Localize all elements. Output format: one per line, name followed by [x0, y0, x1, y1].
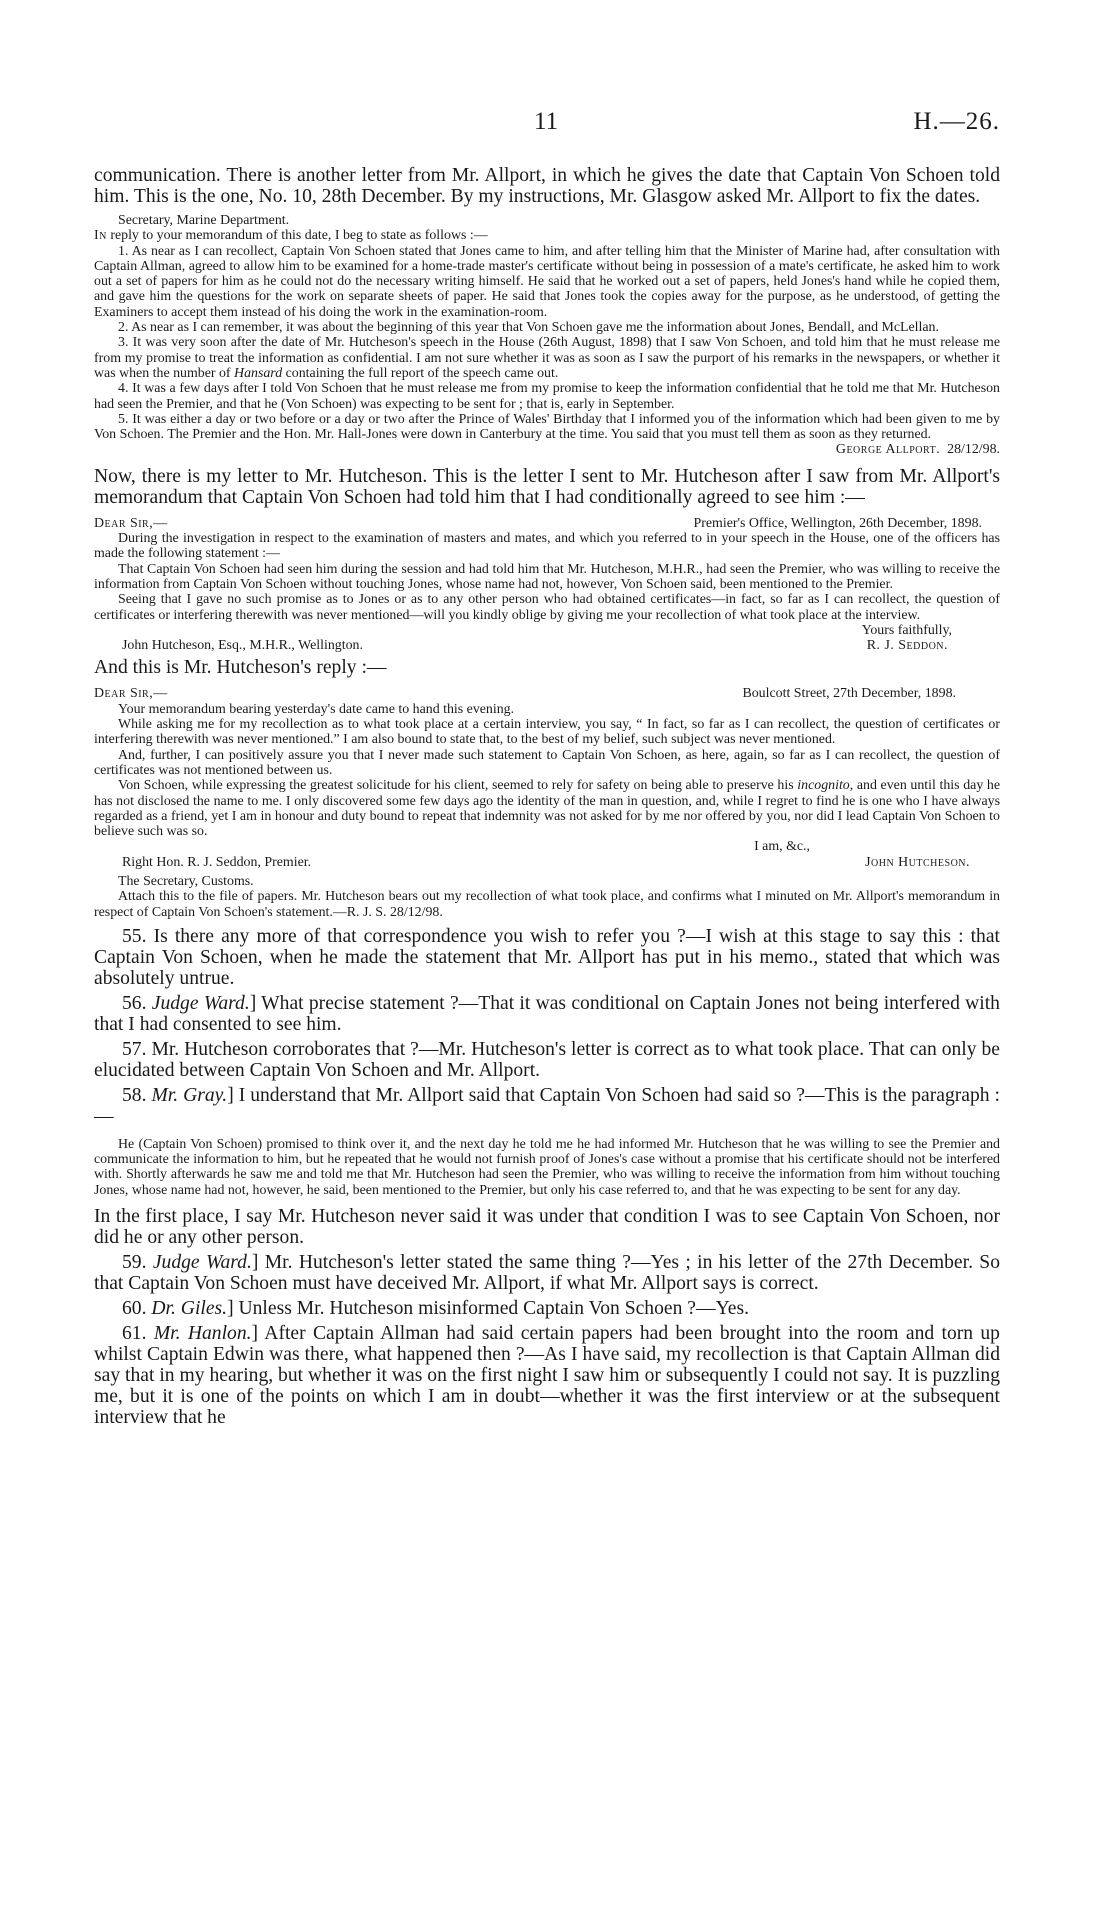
first-place-paragraph: In the first place, I say Mr. Hutcheson never said it was under that condition I was to see Captain Von Schoen, nor did he or any other person. — [94, 1206, 1000, 1249]
memo-item: 5. It was either a day or two before or a day or two after the Prince of Wales' Birthday that I informed you of the information which had been given to me by Von Schoen. The Premier and the Hon. Mr. Hall-Jones were down in Canterbury at the time. You said that you must tell them as soon as they returned. — [94, 411, 1000, 443]
memo-opening — [94, 228, 1000, 243]
memo-item3-tail: containing the full report of the speech came out. — [282, 365, 559, 381]
question-speaker: Mr. Gray. — [151, 1084, 228, 1106]
letter1-recipient: John Hutcheson, Esq., M.H.R., Wellington. — [122, 638, 363, 654]
question-text: ] Unless Mr. Hutcheson misinformed Captain Von Schoen ?—Yes. — [227, 1298, 749, 1320]
question-number: 58. — [122, 1084, 152, 1106]
letter2-paragraph: Your memorandum bearing yesterday's date came to hand this evening. — [118, 701, 515, 717]
letter2-place-date: Boulcott Street, 27th December, 1898. — [742, 686, 956, 702]
question-speaker: Judge Ward. — [152, 1252, 252, 1274]
page-header — [94, 108, 1000, 148]
memo-signature-line — [94, 442, 1000, 457]
document-code: H.—26. — [913, 108, 1000, 135]
letter2-closing: I am, &c., — [754, 839, 810, 855]
question-speaker: Dr. Giles. — [151, 1298, 228, 1320]
memo-addressee: Secretary, Marine Department. — [118, 213, 290, 228]
question-text: ] I understand that Mr. Allport said that Captain Von Schoen had said so ?—This is the paragraph :— — [94, 1084, 1000, 1127]
letter1-header — [94, 516, 1000, 531]
letter-intro-paragraph: Now, there is my letter to Mr. Hutcheson. This is the letter I sent to Mr. Hutcheson after I saw from Mr. Allport's memorandum that Captain Von Schoen had told him that I had conditionally agreed to see him :— — [94, 465, 1000, 508]
memo-signature: George Allport. — [835, 442, 941, 458]
question-text: ] Mr. Hutcheson's letter stated the same thing ?—Yes ; in his letter of the 27th December. So that Captain Von Schoen must have deceived Mr. Allport, if what Mr. Allport says is correct. — [94, 1252, 1001, 1295]
page-body — [94, 165, 1000, 1428]
letter2-signature: John Hutcheson. — [865, 854, 970, 870]
question-55: 55. Is there any more of that correspondence you wish to refer you ?—I wish at this stage to say this : that Captain Von Schoen, when he made the statement that Mr. Allport has put in his memo., stated that which was absolutely untrue. — [94, 925, 1000, 989]
question-number: 59. — [122, 1252, 153, 1274]
seddon-letter — [94, 516, 1000, 654]
memo-date: 28/12/98. — [947, 442, 1000, 458]
letter1-closing: Yours faithfully, — [861, 622, 952, 638]
letter2-salutation: Dear Sir,— — [94, 686, 168, 702]
memo-opening-cap: In — [94, 228, 107, 244]
question-61 — [94, 1323, 1000, 1428]
letter1-paragraph: During the investigation in respect to the examination of masters and mates, and which you referred to in your speech in the House, one of the officers has made the following statement :— — [94, 531, 1000, 562]
memo-item: 1. As near as I can recollect, Captain Von Schoen stated that Jones came to him, and after telling him that the Minister of Marine had, after consultation with Captain Allman, agreed to allow him to be examined for a home-trade master's certificate without being in possession of a mate's certificate, he asked him to work out a set of papers for him as he could not do the necessary writing himself. He said that he worked out a set of papers, held Jones's hand while he copied them, and gave him the questions for the work on separate sheets of paper. He said that Jones took the copies away for the purpose, as he understood, of getting the Examiners to accept them instead of his doing the work in the examination-room. — [94, 243, 1000, 320]
allport-memorandum — [94, 213, 1000, 458]
letter2-paragraph: And, further, I can positively assure you that I never made such statement to Captain Von Schoen, as here, again, so far as I can recollect, the question of certificates was not mentioned between us. — [94, 747, 1000, 778]
letter2-footer — [94, 855, 1000, 870]
quoted-paragraph: He (Captain Von Schoen) promised to think over it, and the next day he told me he had informed Mr. Hutcheson that he was willing to see the Premier and communicate the information to him, but he repeated that he would not furnish proof of Jones's case without a promise that his certificate should not be interfered with. Shortly afterwards he saw me and told me that Mr. Hutcheson had seen the Premier, who was willing to receive the information from him without touching Jones, whose name had not, however, he said, been mentioned to the Premier, but only his case referred to, and that he was expecting to be sent for any day. — [94, 1136, 1000, 1198]
letter1-place-date: Premier's Office, Wellington, 26th December, 1898. — [693, 515, 982, 531]
question-59 — [94, 1252, 1000, 1294]
hutcheson-letter — [94, 686, 1000, 870]
question-number: 56. — [122, 992, 152, 1014]
letter2-paragraph — [94, 778, 1000, 839]
question-56 — [94, 993, 1000, 1035]
question-text: ] After Captain Allman had said certain papers had been brought into the room and torn up whilst Captain Edwin was there, what happened then ?—As I have said, my recollection is that Captain Allman did say that in my hearing, but whether it was on the first night I saw him or subsequently I could not say. It is puzzling me, but it is one of the points on which I am in doubt—whether it was the first interview or at the subsequent interview that he — [94, 1323, 1000, 1429]
page-number: 11 — [534, 108, 559, 135]
letter1-signature: R. J. Seddon. — [866, 638, 948, 654]
premier-minute — [94, 874, 1000, 920]
question-speaker: Judge Ward. — [151, 992, 250, 1014]
question-text: ] What precise statement ?—That it was conditional on Captain Jones not being interfered with that I had consented to see him. — [94, 992, 1000, 1035]
memo-item3-text: 3. It was very soon after the date of Mr. Hutcheson's speech in the House (26th August, 1898) that I saw Von Schoen, and told him that he must release me from my promise to treat the information as confidential. I am not sure whether it was as soon as I saw the purport of his remarks in the newspapers, or whether it was when the number of — [94, 335, 1000, 381]
letter2-paragraph: While asking me for my recollection as to what took place at a certain interview, you say, “ In fact, so far as I can recollect, the question of certificates or interfering therewith was never mentioned.” I am also bound to state that, to the best of my belief, such subject was never mentioned. — [94, 717, 1000, 748]
question-60 — [94, 1298, 1000, 1319]
letter2-last-text: Von Schoen, while expressing the greatest solicitude for his client, seemed to rely for safety on being able to preserve his — [118, 778, 798, 794]
intro-paragraph: communication. There is another letter from Mr. Allport, in which he gives the date that Captain Von Schoen told him. This is the one, No. 10, 28th December. By my instructions, Mr. Glasgow asked Mr. Allport to fix the dates. — [94, 165, 1000, 207]
question-number: 60. — [122, 1298, 152, 1320]
minute-text: Attach this to the file of papers. Mr. Hutcheson bears out my recollection of what took place, and confirms what I minuted on Mr. Allport's memorandum in respect of Captain Von Schoen's statement.—R. J. S. 28/12/98. — [94, 889, 1000, 920]
question-number: 61. — [122, 1323, 154, 1345]
question-speaker: Mr. Hanlon. — [153, 1323, 252, 1345]
letter2-last-italic: incognito, — [797, 778, 854, 794]
reply-intro-paragraph: And this is Mr. Hutcheson's reply :— — [94, 657, 387, 679]
letter1-paragraph: Seeing that I gave no such promise as to Jones or as to any other person who had obtained certificates—in fact, so far as I can recollect, the question of certificates or interfering therewith was never mentioned—will you kindly oblige by giving me your recollection of what took place at the interview. — [94, 592, 1000, 623]
letter1-salutation: Dear Sir,— — [94, 515, 168, 531]
letter2-recipient: Right Hon. R. J. Seddon, Premier. — [122, 854, 312, 870]
letter2-last-tail: and even until this day he has not disclosed the name to me. I only discovered some few days ago the identity of the man in question, and, while I regret to find he is one who I have always regarded as a friend, yet I am in honour and duty bound to repeat that indemnity was not asked for by me nor offered by you, nor did I lead Captain Von Schoen to believe such was so. — [94, 778, 1001, 840]
memo-item3-italic: Hansard — [234, 365, 283, 381]
question-58 — [94, 1085, 1000, 1127]
letter1-footer — [94, 638, 1000, 653]
question-57: 57. Mr. Hutcheson corroborates that ?—Mr. Hutcheson's letter is correct as to what took place. That can only be elucidated between Captain Von Schoen and Mr. Allport. — [94, 1038, 1000, 1081]
memo-item: 4. It was a few days after I told Von Schoen that he must release me from my promise to keep the information confidential that he told me that Mr. Hutcheson had seen the Premier, and that he (Von Schoen) was expecting to be sent for ; that is, early in September. — [94, 381, 1000, 412]
memo-item — [94, 335, 1000, 381]
letter1-paragraph: That Captain Von Schoen had seen him during the session and had told him that Mr. Hutcheson, M.H.R., had seen the Premier, who was willing to receive the information from Captain Von Schoen without touching Jones, whose name had not, however, Von Schoen said, been mentioned to the Premier. — [94, 561, 1000, 592]
memo-item: 2. As near as I can remember, it was about the beginning of this year that Von Schoen gave me the information about Jones, Bendall, and McLellan. — [118, 320, 939, 336]
letter2-header — [94, 686, 1000, 701]
memo-opening-rest: reply to your memorandum of this date, I beg to state as follows :— — [106, 228, 488, 244]
minute-to: The Secretary, Customs. — [118, 873, 254, 889]
